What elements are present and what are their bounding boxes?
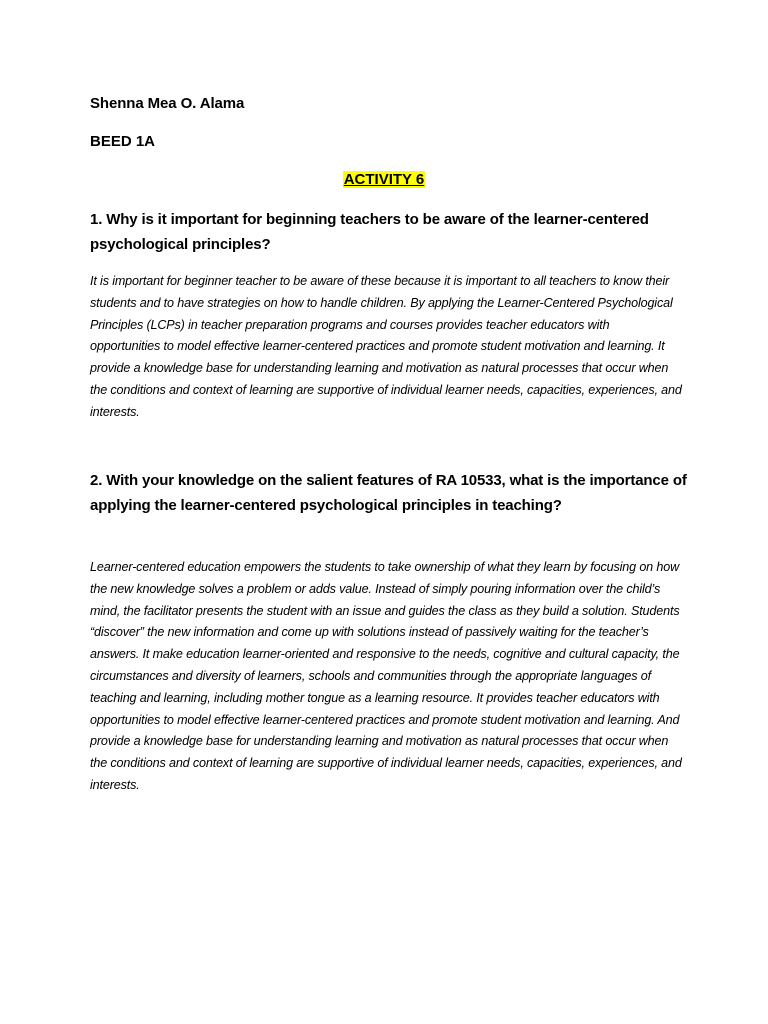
question-2: 2. With your knowledge on the salient features of RA 10533, what is the importance of applying the learner-centered psychological principles in teaching?: [90, 472, 687, 514]
answer-2: Learner-centered education empowers the students to take ownership of what they learn by focusing on how the new knowledge solves a problem or adds value. Instead of simply pouring information over the child’s mind, the facilitator presents the student with an issue and guides the class as they build a solution. Students “discover” the new information and come up with solutions instead of passively waiting for the teacher’s answers. It make education learner-oriented and responsive to the needs, cognitive and cultural capacity, the circumstances and diversity of learners, schools and communities through the appropriate languages of teaching and learning, including mother tongue as a learning resource. It provides teacher educators with opportunities to model effective learner-centered practices and promote student motivation and learning. And provide a knowledge base for understanding learning and motivation as natural processes that occur when the conditions and context of learning are supportive of individual learner needs, capacities, experiences, and interests.: [90, 560, 682, 792]
answer-1: It is important for beginner teacher to be aware of these because it is important to all teachers to know their students and to have strategies on how to handle children. By applying the Learner-Centered Psychological Principles (LCPs) in teacher preparation programs and courses provides teacher educators with opportunities to model effective learner-centered practices and promote student motivation and learning. It provide a knowledge base for understanding learning and motivation as natural processes that occur when the conditions and context of learning are supportive of individual learner needs, capacities, experiences, and interests.: [90, 274, 682, 419]
class-section: BEED 1A: [90, 133, 156, 150]
student-name: Shenna Mea O. Alama: [90, 95, 245, 112]
activity-heading: [0, 171, 768, 188]
activity-title: ACTIVITY 6: [343, 171, 425, 188]
question-1: 1. Why is it important for beginning teachers to be aware of the learner-centered psychological principles?: [90, 211, 649, 253]
